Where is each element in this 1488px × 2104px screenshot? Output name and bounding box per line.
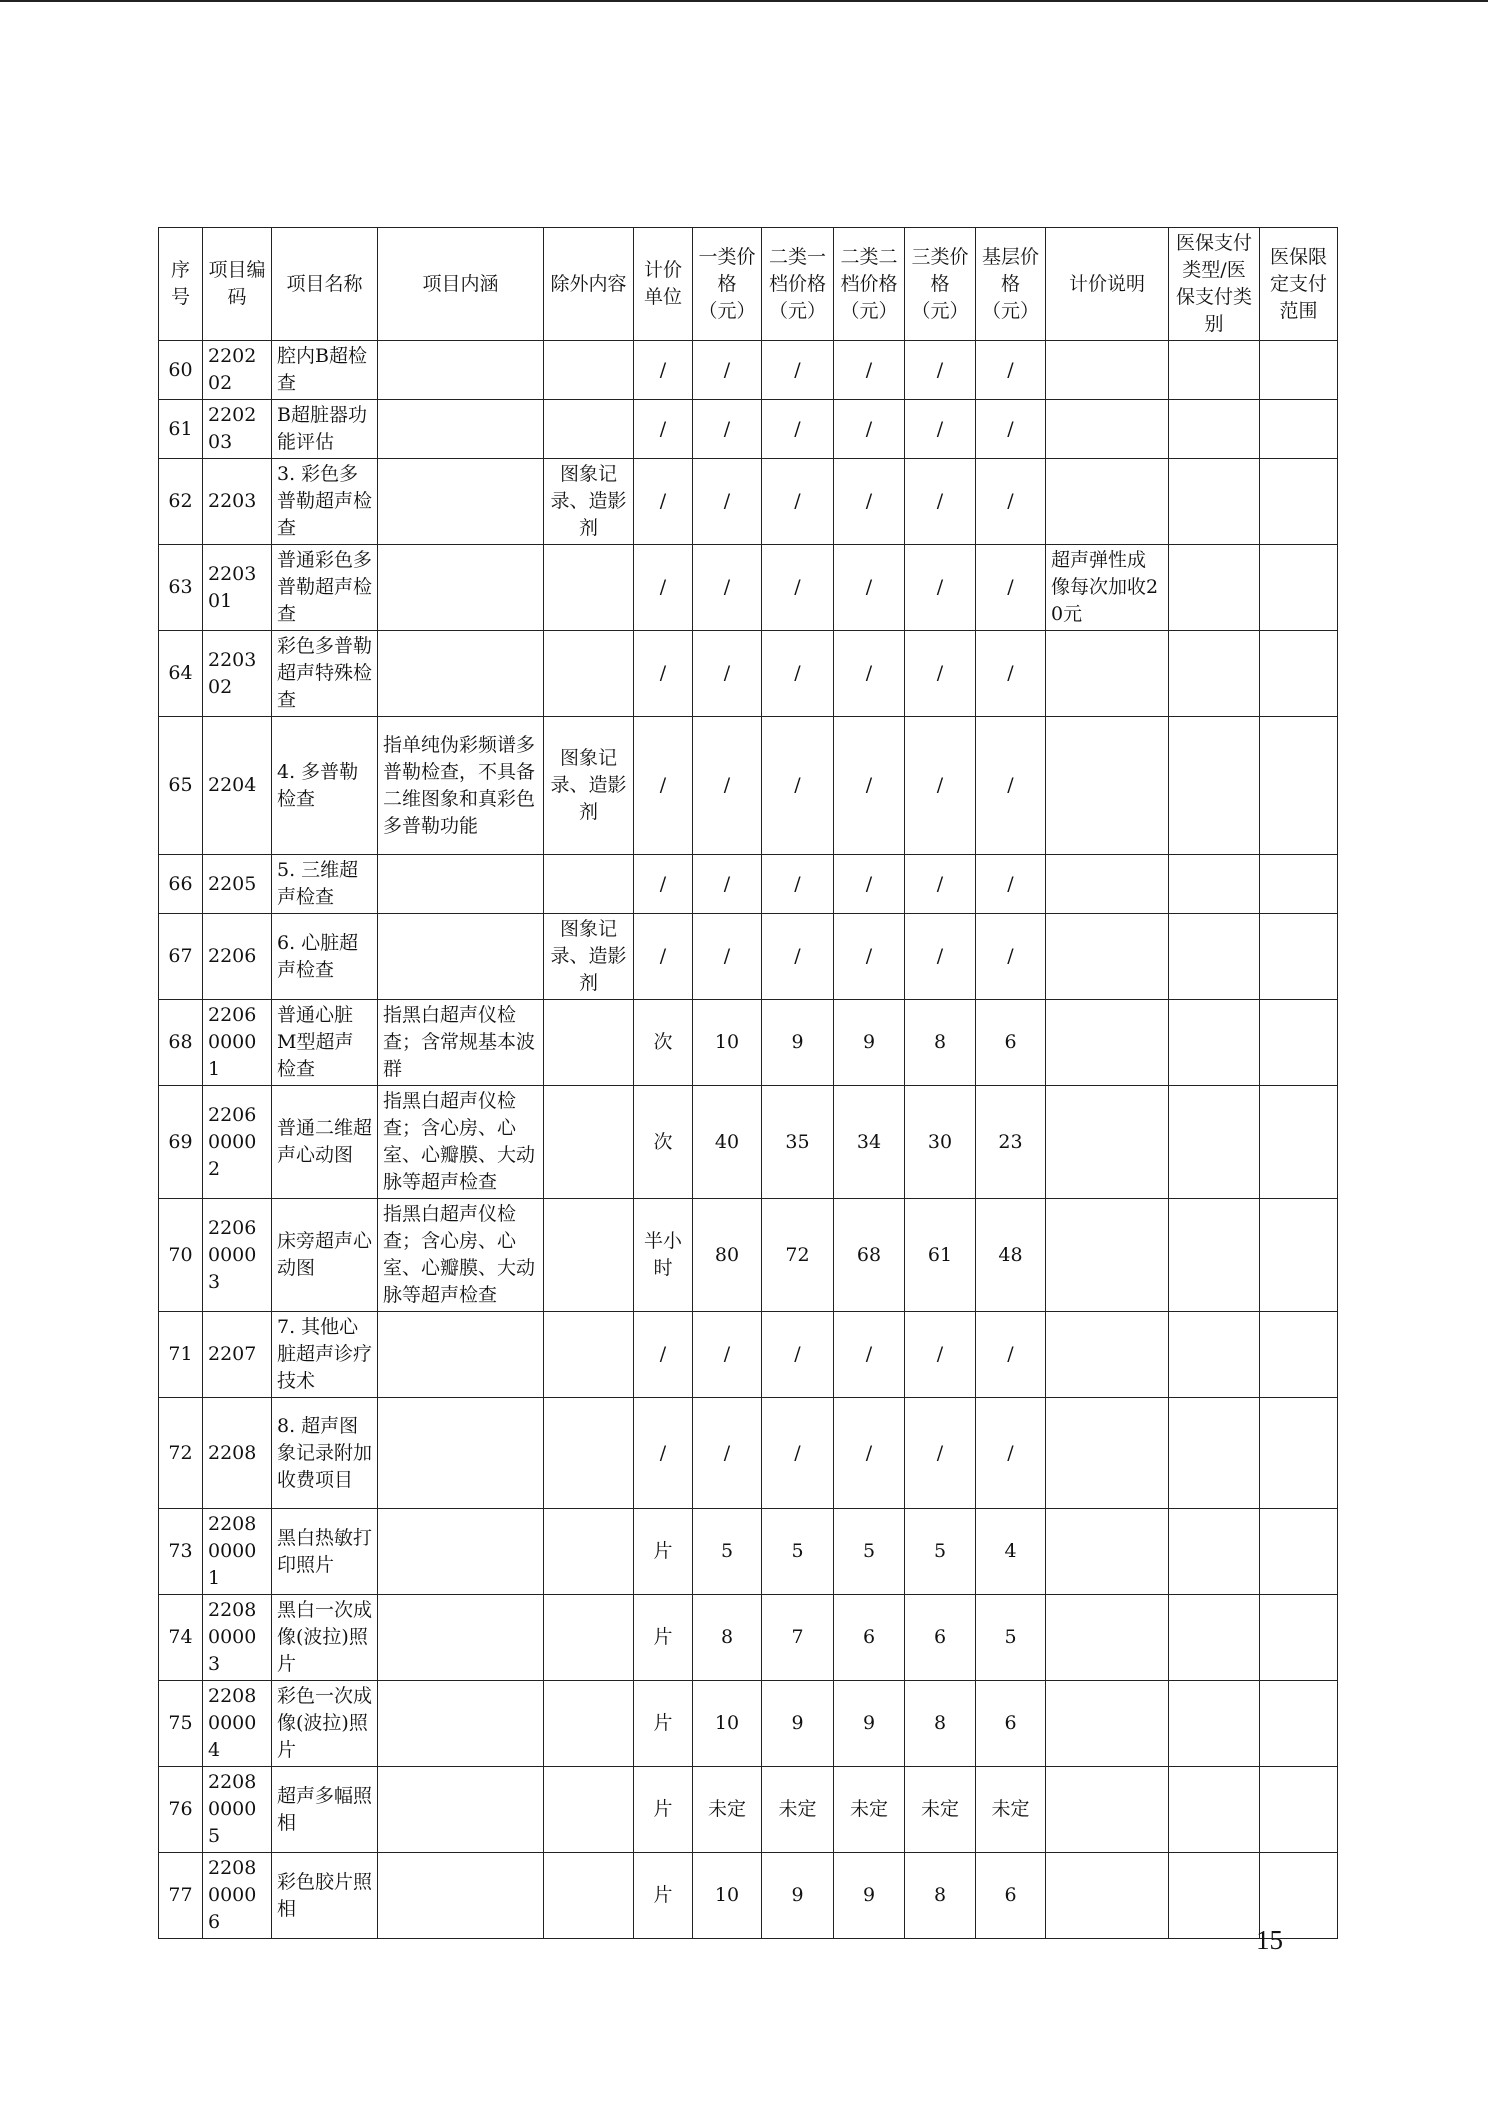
cell-price-base: 48 (976, 1199, 1046, 1312)
cell-price-class2-tier1: / (762, 631, 834, 717)
cell-no: 70 (159, 1199, 203, 1312)
cell-insurance-scope (1260, 1312, 1338, 1398)
cell-note (1046, 855, 1169, 914)
cell-note (1046, 1086, 1169, 1199)
cell-insurance-scope (1260, 1509, 1338, 1595)
cell-insurance-scope (1260, 1767, 1338, 1853)
cell-no: 71 (159, 1312, 203, 1398)
cell-price-base: / (976, 717, 1046, 855)
cell-code: 220203 (203, 400, 272, 459)
cell-insurance-type (1169, 717, 1260, 855)
cell-price-class3: 未定 (905, 1767, 976, 1853)
cell-exclusion (544, 1199, 634, 1312)
cell-price-class2-tier1: 72 (762, 1199, 834, 1312)
cell-note (1046, 459, 1169, 545)
cell-price-class1: / (693, 855, 762, 914)
cell-code: 220800006 (203, 1853, 272, 1939)
cell-price-class3: / (905, 341, 976, 400)
cell-exclusion: 图象记录、造影剂 (544, 459, 634, 545)
cell-exclusion (544, 1312, 634, 1398)
cell-no: 66 (159, 855, 203, 914)
cell-code: 220202 (203, 341, 272, 400)
cell-price-class2-tier1: 9 (762, 1853, 834, 1939)
cell-content (378, 341, 544, 400)
cell-note (1046, 717, 1169, 855)
cell-price-class2-tier1: / (762, 459, 834, 545)
cell-price-class3: / (905, 914, 976, 1000)
top-border-line (0, 0, 1488, 2)
cell-content (378, 1398, 544, 1509)
cell-unit: 片 (634, 1681, 693, 1767)
cell-note (1046, 1312, 1169, 1398)
cell-price-class3: 30 (905, 1086, 976, 1199)
cell-note (1046, 1595, 1169, 1681)
cell-no: 60 (159, 341, 203, 400)
cell-price-class2-tier2: 9 (834, 1000, 905, 1086)
cell-unit: / (634, 1398, 693, 1509)
cell-insurance-type (1169, 914, 1260, 1000)
cell-price-class3: 6 (905, 1595, 976, 1681)
cell-name: 黑白热敏打印照片 (272, 1509, 378, 1595)
cell-price-class2-tier2: / (834, 717, 905, 855)
cell-price-base: / (976, 631, 1046, 717)
cell-insurance-scope (1260, 1000, 1338, 1086)
cell-price-class2-tier1: / (762, 400, 834, 459)
cell-price-class3: / (905, 459, 976, 545)
cell-insurance-scope (1260, 717, 1338, 855)
cell-note (1046, 1853, 1169, 1939)
table-row (159, 631, 1338, 717)
cell-code: 2205 (203, 855, 272, 914)
cell-name: 8. 超声图象记录附加收费项目 (272, 1398, 378, 1509)
cell-unit: 片 (634, 1595, 693, 1681)
cell-insurance-type (1169, 459, 1260, 545)
cell-price-class1: / (693, 1398, 762, 1509)
cell-price-class1: / (693, 459, 762, 545)
page-number: 15 (1256, 1925, 1283, 1955)
table-row (159, 914, 1338, 1000)
cell-no: 75 (159, 1681, 203, 1767)
cell-price-class2-tier1: / (762, 855, 834, 914)
cell-code: 2204 (203, 717, 272, 855)
cell-price-class3: / (905, 545, 976, 631)
cell-no: 77 (159, 1853, 203, 1939)
cell-unit: / (634, 855, 693, 914)
cell-price-class1: / (693, 1312, 762, 1398)
cell-exclusion (544, 1853, 634, 1939)
table-row (159, 400, 1338, 459)
cell-no: 72 (159, 1398, 203, 1509)
cell-name: 普通心脏M型超声检查 (272, 1000, 378, 1086)
cell-insurance-scope (1260, 1681, 1338, 1767)
cell-exclusion (544, 1398, 634, 1509)
cell-unit: 次 (634, 1000, 693, 1086)
cell-price-base: / (976, 341, 1046, 400)
cell-no: 64 (159, 631, 203, 717)
cell-price-class1: 40 (693, 1086, 762, 1199)
cell-price-class2-tier1: / (762, 914, 834, 1000)
cell-price-class2-tier2: / (834, 1398, 905, 1509)
cell-name: 黑白一次成像(波拉)照片 (272, 1595, 378, 1681)
cell-price-class2-tier1: / (762, 341, 834, 400)
cell-price-class3: 8 (905, 1681, 976, 1767)
cell-unit: / (634, 459, 693, 545)
cell-unit: 片 (634, 1853, 693, 1939)
cell-unit: / (634, 914, 693, 1000)
cell-insurance-scope (1260, 1398, 1338, 1509)
cell-price-base: / (976, 855, 1046, 914)
cell-unit: 次 (634, 1086, 693, 1199)
cell-exclusion (544, 1509, 634, 1595)
cell-price-class1: 未定 (693, 1767, 762, 1853)
cell-price-class2-tier2: 34 (834, 1086, 905, 1199)
cell-price-class3: / (905, 1312, 976, 1398)
cell-price-class2-tier1: 7 (762, 1595, 834, 1681)
cell-no: 68 (159, 1000, 203, 1086)
cell-price-class3: 5 (905, 1509, 976, 1595)
cell-name: 彩色胶片照相 (272, 1853, 378, 1939)
cell-price-class1: 80 (693, 1199, 762, 1312)
cell-price-class2-tier2: 68 (834, 1199, 905, 1312)
table-row (159, 1509, 1338, 1595)
cell-price-class2-tier1: 9 (762, 1000, 834, 1086)
cell-exclusion (544, 1595, 634, 1681)
cell-name: 3. 彩色多普勒超声检查 (272, 459, 378, 545)
cell-exclusion (544, 400, 634, 459)
cell-price-class2-tier1: / (762, 1312, 834, 1398)
cell-insurance-type (1169, 1199, 1260, 1312)
table-body (159, 341, 1338, 1939)
cell-code: 220800005 (203, 1767, 272, 1853)
cell-price-class1: / (693, 400, 762, 459)
cell-content (378, 545, 544, 631)
cell-content (378, 1595, 544, 1681)
cell-price-base: 4 (976, 1509, 1046, 1595)
cell-code: 2208 (203, 1398, 272, 1509)
cell-note (1046, 341, 1169, 400)
cell-code: 220800003 (203, 1595, 272, 1681)
cell-content (378, 1681, 544, 1767)
header-name: 项目名称 (272, 228, 378, 341)
table-row (159, 855, 1338, 914)
cell-content (378, 1767, 544, 1853)
cell-unit: / (634, 717, 693, 855)
cell-price-base: 23 (976, 1086, 1046, 1199)
header-price-class3: 三类价格（元） (905, 228, 976, 341)
cell-insurance-scope (1260, 459, 1338, 545)
header-note: 计价说明 (1046, 228, 1169, 341)
cell-name: 普通二维超声心动图 (272, 1086, 378, 1199)
cell-price-class2-tier1: 未定 (762, 1767, 834, 1853)
cell-name: 彩色一次成像(波拉)照片 (272, 1681, 378, 1767)
cell-insurance-type (1169, 1767, 1260, 1853)
cell-price-base: 6 (976, 1681, 1046, 1767)
cell-price-class1: 5 (693, 1509, 762, 1595)
table-row (159, 1595, 1338, 1681)
header-price-class2-tier1: 二类一档价格（元） (762, 228, 834, 341)
cell-exclusion (544, 341, 634, 400)
cell-note (1046, 914, 1169, 1000)
cell-price-class2-tier2: 未定 (834, 1767, 905, 1853)
cell-insurance-type (1169, 1853, 1260, 1939)
cell-insurance-type (1169, 1681, 1260, 1767)
cell-insurance-scope (1260, 341, 1338, 400)
cell-price-base: / (976, 400, 1046, 459)
cell-content (378, 631, 544, 717)
cell-price-class2-tier2: / (834, 855, 905, 914)
table-row (159, 1853, 1338, 1939)
cell-no: 65 (159, 717, 203, 855)
cell-content (378, 400, 544, 459)
cell-exclusion (544, 631, 634, 717)
cell-price-class1: / (693, 914, 762, 1000)
cell-exclusion (544, 855, 634, 914)
cell-price-class1: / (693, 341, 762, 400)
header-insurance-type: 医保支付类型/医保支付类别 (1169, 228, 1260, 341)
cell-code: 2203 (203, 459, 272, 545)
cell-exclusion (544, 1767, 634, 1853)
cell-code: 220800004 (203, 1681, 272, 1767)
cell-insurance-type (1169, 545, 1260, 631)
cell-price-class2-tier1: 35 (762, 1086, 834, 1199)
cell-insurance-type (1169, 1398, 1260, 1509)
cell-price-class2-tier2: / (834, 1312, 905, 1398)
cell-price-class1: 10 (693, 1000, 762, 1086)
header-price-base: 基层价格（元） (976, 228, 1046, 341)
cell-content (378, 1509, 544, 1595)
cell-insurance-type (1169, 631, 1260, 717)
cell-price-base: / (976, 914, 1046, 1000)
cell-insurance-type (1169, 855, 1260, 914)
cell-note (1046, 1681, 1169, 1767)
table-row (159, 717, 1338, 855)
cell-code: 220301 (203, 545, 272, 631)
cell-note (1046, 400, 1169, 459)
cell-insurance-scope (1260, 855, 1338, 914)
cell-exclusion: 图象记录、造影剂 (544, 717, 634, 855)
cell-name: 7. 其他心脏超声诊疗技术 (272, 1312, 378, 1398)
cell-insurance-type (1169, 1595, 1260, 1681)
cell-insurance-type (1169, 1000, 1260, 1086)
cell-name: 彩色多普勒超声特殊检查 (272, 631, 378, 717)
cell-code: 2206 (203, 914, 272, 1000)
cell-price-class2-tier1: / (762, 545, 834, 631)
cell-price-class2-tier2: 9 (834, 1853, 905, 1939)
cell-insurance-type (1169, 1509, 1260, 1595)
table-row (159, 1767, 1338, 1853)
table-row (159, 459, 1338, 545)
cell-content (378, 914, 544, 1000)
cell-price-base: / (976, 459, 1046, 545)
cell-insurance-scope (1260, 1595, 1338, 1681)
cell-unit: / (634, 400, 693, 459)
cell-content: 指单纯伪彩频谱多普勒检查，不具备二维图象和真彩色多普勒功能 (378, 717, 544, 855)
cell-price-class2-tier1: / (762, 717, 834, 855)
header-no: 序号 (159, 228, 203, 341)
cell-exclusion (544, 1086, 634, 1199)
cell-insurance-type (1169, 400, 1260, 459)
cell-exclusion (544, 545, 634, 631)
cell-price-class1: 10 (693, 1681, 762, 1767)
cell-price-class1: / (693, 545, 762, 631)
cell-content: 指黑白超声仪检查；含心房、心室、心瓣膜、大动脉等超声检查 (378, 1199, 544, 1312)
cell-note (1046, 1509, 1169, 1595)
cell-unit: / (634, 631, 693, 717)
cell-name: B超脏器功能评估 (272, 400, 378, 459)
cell-price-class1: / (693, 631, 762, 717)
cell-unit: 片 (634, 1509, 693, 1595)
cell-name: 腔内B超检查 (272, 341, 378, 400)
cell-price-class2-tier2: 9 (834, 1681, 905, 1767)
cell-code: 220302 (203, 631, 272, 717)
cell-exclusion (544, 1681, 634, 1767)
cell-no: 61 (159, 400, 203, 459)
cell-price-class2-tier2: / (834, 459, 905, 545)
cell-note (1046, 1767, 1169, 1853)
cell-price-class3: / (905, 855, 976, 914)
cell-name: 床旁超声心动图 (272, 1199, 378, 1312)
table-row (159, 1199, 1338, 1312)
cell-price-class1: 8 (693, 1595, 762, 1681)
table-row (159, 1398, 1338, 1509)
cell-exclusion: 图象记录、造影剂 (544, 914, 634, 1000)
cell-note (1046, 1000, 1169, 1086)
cell-name: 4. 多普勒检查 (272, 717, 378, 855)
cell-insurance-type (1169, 1086, 1260, 1199)
cell-no: 73 (159, 1509, 203, 1595)
cell-insurance-type (1169, 1312, 1260, 1398)
cell-insurance-scope (1260, 1086, 1338, 1199)
cell-price-class2-tier2: 5 (834, 1509, 905, 1595)
cell-unit: 片 (634, 1767, 693, 1853)
cell-no: 69 (159, 1086, 203, 1199)
cell-price-class3: / (905, 631, 976, 717)
cell-no: 67 (159, 914, 203, 1000)
cell-unit: / (634, 545, 693, 631)
cell-name: 6. 心脏超声检查 (272, 914, 378, 1000)
cell-content (378, 855, 544, 914)
header-price-class1: 一类价格（元） (693, 228, 762, 341)
table-row (159, 1681, 1338, 1767)
price-table (158, 227, 1338, 1939)
header-insurance-scope: 医保限定支付范围 (1260, 228, 1338, 341)
cell-price-class3: / (905, 717, 976, 855)
table-row (159, 545, 1338, 631)
cell-price-base: 6 (976, 1000, 1046, 1086)
cell-insurance-scope (1260, 914, 1338, 1000)
cell-note (1046, 1398, 1169, 1509)
cell-price-class2-tier1: / (762, 1398, 834, 1509)
cell-code: 2207 (203, 1312, 272, 1398)
cell-code: 220600001 (203, 1000, 272, 1086)
table-row (159, 341, 1338, 400)
header-row (159, 228, 1338, 341)
cell-note (1046, 1199, 1169, 1312)
cell-code: 220800001 (203, 1509, 272, 1595)
cell-no: 76 (159, 1767, 203, 1853)
cell-price-class3: 61 (905, 1199, 976, 1312)
cell-price-base: 未定 (976, 1767, 1046, 1853)
cell-insurance-scope (1260, 400, 1338, 459)
cell-name: 普通彩色多普勒超声检查 (272, 545, 378, 631)
cell-price-class2-tier2: 6 (834, 1595, 905, 1681)
cell-note (1046, 631, 1169, 717)
cell-insurance-scope (1260, 545, 1338, 631)
cell-code: 220600002 (203, 1086, 272, 1199)
cell-price-class2-tier2: / (834, 400, 905, 459)
cell-insurance-scope (1260, 1199, 1338, 1312)
cell-code: 220600003 (203, 1199, 272, 1312)
header-exclusion: 除外内容 (544, 228, 634, 341)
cell-price-class2-tier2: / (834, 914, 905, 1000)
header-unit: 计价单位 (634, 228, 693, 341)
cell-unit: / (634, 1312, 693, 1398)
cell-content (378, 459, 544, 545)
cell-no: 62 (159, 459, 203, 545)
cell-content: 指黑白超声仪检查；含心房、心室、心瓣膜、大动脉等超声检查 (378, 1086, 544, 1199)
cell-price-base: 6 (976, 1853, 1046, 1939)
cell-content: 指黑白超声仪检查；含常规基本波群 (378, 1000, 544, 1086)
cell-price-class2-tier1: 5 (762, 1509, 834, 1595)
cell-price-class2-tier2: / (834, 545, 905, 631)
table-row (159, 1000, 1338, 1086)
cell-insurance-scope (1260, 631, 1338, 717)
cell-unit: / (634, 341, 693, 400)
cell-price-class2-tier2: / (834, 341, 905, 400)
cell-price-class2-tier2: / (834, 631, 905, 717)
cell-price-class2-tier1: 9 (762, 1681, 834, 1767)
cell-name: 超声多幅照相 (272, 1767, 378, 1853)
table-row (159, 1086, 1338, 1199)
cell-price-class3: 8 (905, 1853, 976, 1939)
cell-content (378, 1853, 544, 1939)
cell-price-class1: / (693, 717, 762, 855)
cell-price-base: / (976, 1398, 1046, 1509)
cell-insurance-type (1169, 341, 1260, 400)
cell-price-base: / (976, 545, 1046, 631)
cell-no: 63 (159, 545, 203, 631)
cell-price-class3: / (905, 1398, 976, 1509)
header-content: 项目内涵 (378, 228, 544, 341)
cell-unit: 半小时 (634, 1199, 693, 1312)
cell-price-class3: 8 (905, 1000, 976, 1086)
cell-note: 超声弹性成像每次加收20元 (1046, 545, 1169, 631)
cell-price-class1: 10 (693, 1853, 762, 1939)
cell-price-class3: / (905, 400, 976, 459)
header-price-class2-tier2: 二类二档价格（元） (834, 228, 905, 341)
cell-content (378, 1312, 544, 1398)
table-row (159, 1312, 1338, 1398)
cell-no: 74 (159, 1595, 203, 1681)
header-code: 项目编码 (203, 228, 272, 341)
cell-price-base: / (976, 1312, 1046, 1398)
cell-exclusion (544, 1000, 634, 1086)
cell-name: 5. 三维超声检查 (272, 855, 378, 914)
cell-price-base: 5 (976, 1595, 1046, 1681)
